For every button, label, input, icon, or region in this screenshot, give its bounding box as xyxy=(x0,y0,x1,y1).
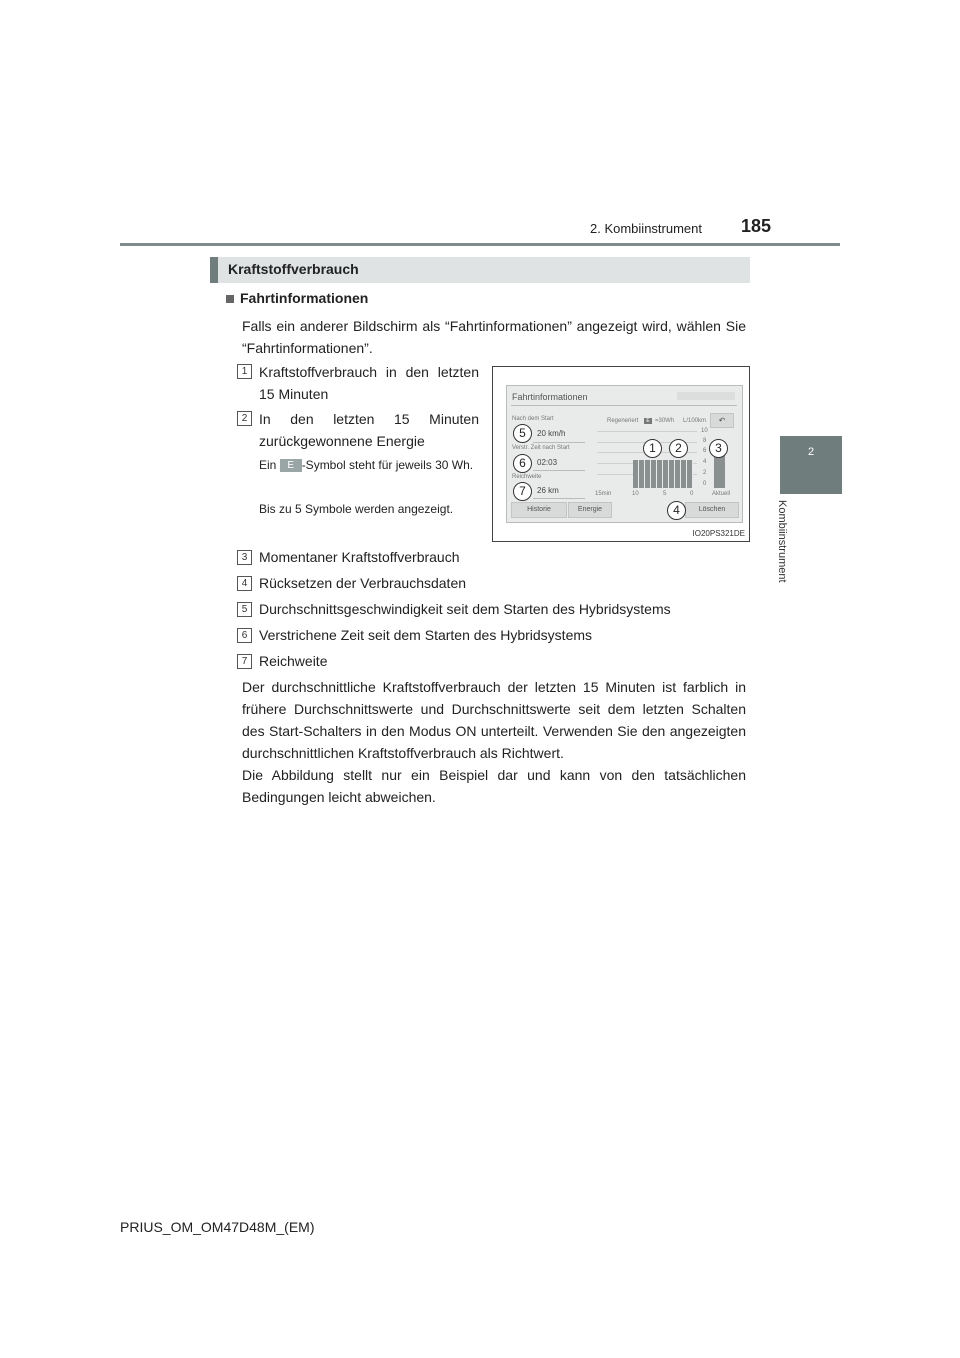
list-item: In den letzten 15 Minuten zurückgewonnene Energie xyxy=(259,411,479,449)
y-tick: 6 xyxy=(703,448,707,454)
unit-label: L/100km xyxy=(683,418,707,424)
y-tick: 4 xyxy=(703,459,707,465)
header-divider xyxy=(120,243,840,246)
subheading: Fahrtinformationen xyxy=(226,290,368,306)
energy-e-icon: E xyxy=(280,459,302,472)
energy-e-icon: E xyxy=(644,418,652,424)
label-range: Reichweite xyxy=(512,474,542,480)
disclaimer-paragraph: Die Abbildung stellt nur ein Beispiel dar und kann von den tatsächlichen Bedingungen leicht abweichen. xyxy=(242,767,746,805)
figure-code: IO20PS321DE xyxy=(692,529,745,538)
x-tick: 0 xyxy=(690,491,694,497)
callout-2: 2 xyxy=(669,439,688,458)
note-max-symbols: Bis zu 5 Symbole werden angezeigt. xyxy=(259,502,454,516)
list-item: Rücksetzen der Verbrauchsdaten xyxy=(259,575,467,591)
callout-1: 1 xyxy=(643,439,662,458)
y-tick: 8 xyxy=(703,438,707,444)
screen-title: Fahrtinformationen xyxy=(512,392,588,402)
list-item: Durchschnittsgeschwindigkeit seit dem Starten des Hybridsystems xyxy=(259,601,671,617)
range-value: 26 km xyxy=(537,486,559,495)
item-number: 2 xyxy=(237,411,252,426)
chapter-number: 2 xyxy=(807,446,815,458)
back-arrow-icon[interactable]: ↶ xyxy=(710,413,734,428)
item-number: 7 xyxy=(237,654,252,669)
trip-info-figure xyxy=(492,366,750,542)
x-tick: 5 xyxy=(663,491,667,497)
x-tick: 15min xyxy=(595,491,612,497)
item-number: 1 xyxy=(237,364,252,379)
history-button[interactable]: Historie xyxy=(511,502,567,518)
list-item: Kraftstoffverbrauch in den letzten 15 Minuten xyxy=(259,364,479,402)
chapter-tab xyxy=(780,436,842,494)
x-tick: Aktuell xyxy=(712,491,731,497)
item-number: 5 xyxy=(237,602,252,617)
label-elapsed-time: Verstr. Zeit nach Start xyxy=(512,445,570,451)
callout-5: 5 xyxy=(513,424,532,443)
label-since-start: Nach dem Start xyxy=(512,416,554,422)
energy-button[interactable]: Energie xyxy=(568,502,612,518)
section-title: Kraftstoffverbrauch xyxy=(228,261,359,277)
trip-info-screen xyxy=(506,385,743,523)
regen-label: Regeneriert xyxy=(607,418,639,424)
callout-4: 4 xyxy=(667,501,686,520)
reset-button[interactable]: Löschen xyxy=(685,502,739,518)
avg-speed-value: 20 km/h xyxy=(537,429,566,438)
explanation-paragraph: Der durchschnittliche Kraftstoffverbrauch der letzten 15 Minuten ist farblich in frühere Durchschnittswerte und Durchschnittswerte seit dem letzten Schalten des Start-Schalters in den Modus ON unterteilt. Verwenden Sie den angezeigten durchschnittlichen Kraftstoffverbrauch als Richtwert. xyxy=(242,679,746,761)
callout-6: 6 xyxy=(513,454,532,473)
regen-value: =30Wh xyxy=(655,418,675,424)
callout-3: 3 xyxy=(709,439,728,458)
item-number: 3 xyxy=(237,550,252,565)
item-number: 6 xyxy=(237,628,252,643)
square-bullet-icon xyxy=(226,295,234,303)
note-e-symbol: Ein E -Symbol steht für jeweils 30 Wh. xyxy=(259,458,474,472)
callout-7: 7 xyxy=(513,482,532,501)
list-item: Reichweite xyxy=(259,653,328,669)
chapter-label: Kombiinstrument xyxy=(776,500,788,583)
page-number: 185 xyxy=(741,216,772,236)
section-title-bar xyxy=(210,257,750,283)
item-number: 4 xyxy=(237,576,252,591)
header-section-title: 2. Kombiinstrument xyxy=(590,221,702,236)
x-tick: 10 xyxy=(632,491,639,497)
list-item: Verstrichene Zeit seit dem Starten des Hybridsystems xyxy=(259,627,593,643)
document-code: PRIUS_OM_OM47D48M_(EM) xyxy=(120,1219,315,1235)
y-tick: 0 xyxy=(703,481,707,487)
y-tick: 2 xyxy=(703,470,707,476)
consumption-bars xyxy=(633,458,695,488)
intro-paragraph: Falls ein anderer Bildschirm als “Fahrtinformationen” angezeigt wird, wählen Sie “Fahrtinformationen”. xyxy=(242,318,746,356)
list-item: Momentaner Kraftstoffverbrauch xyxy=(259,549,460,565)
elapsed-time-value: 02:03 xyxy=(537,458,558,467)
y-tick: 10 xyxy=(701,428,708,434)
